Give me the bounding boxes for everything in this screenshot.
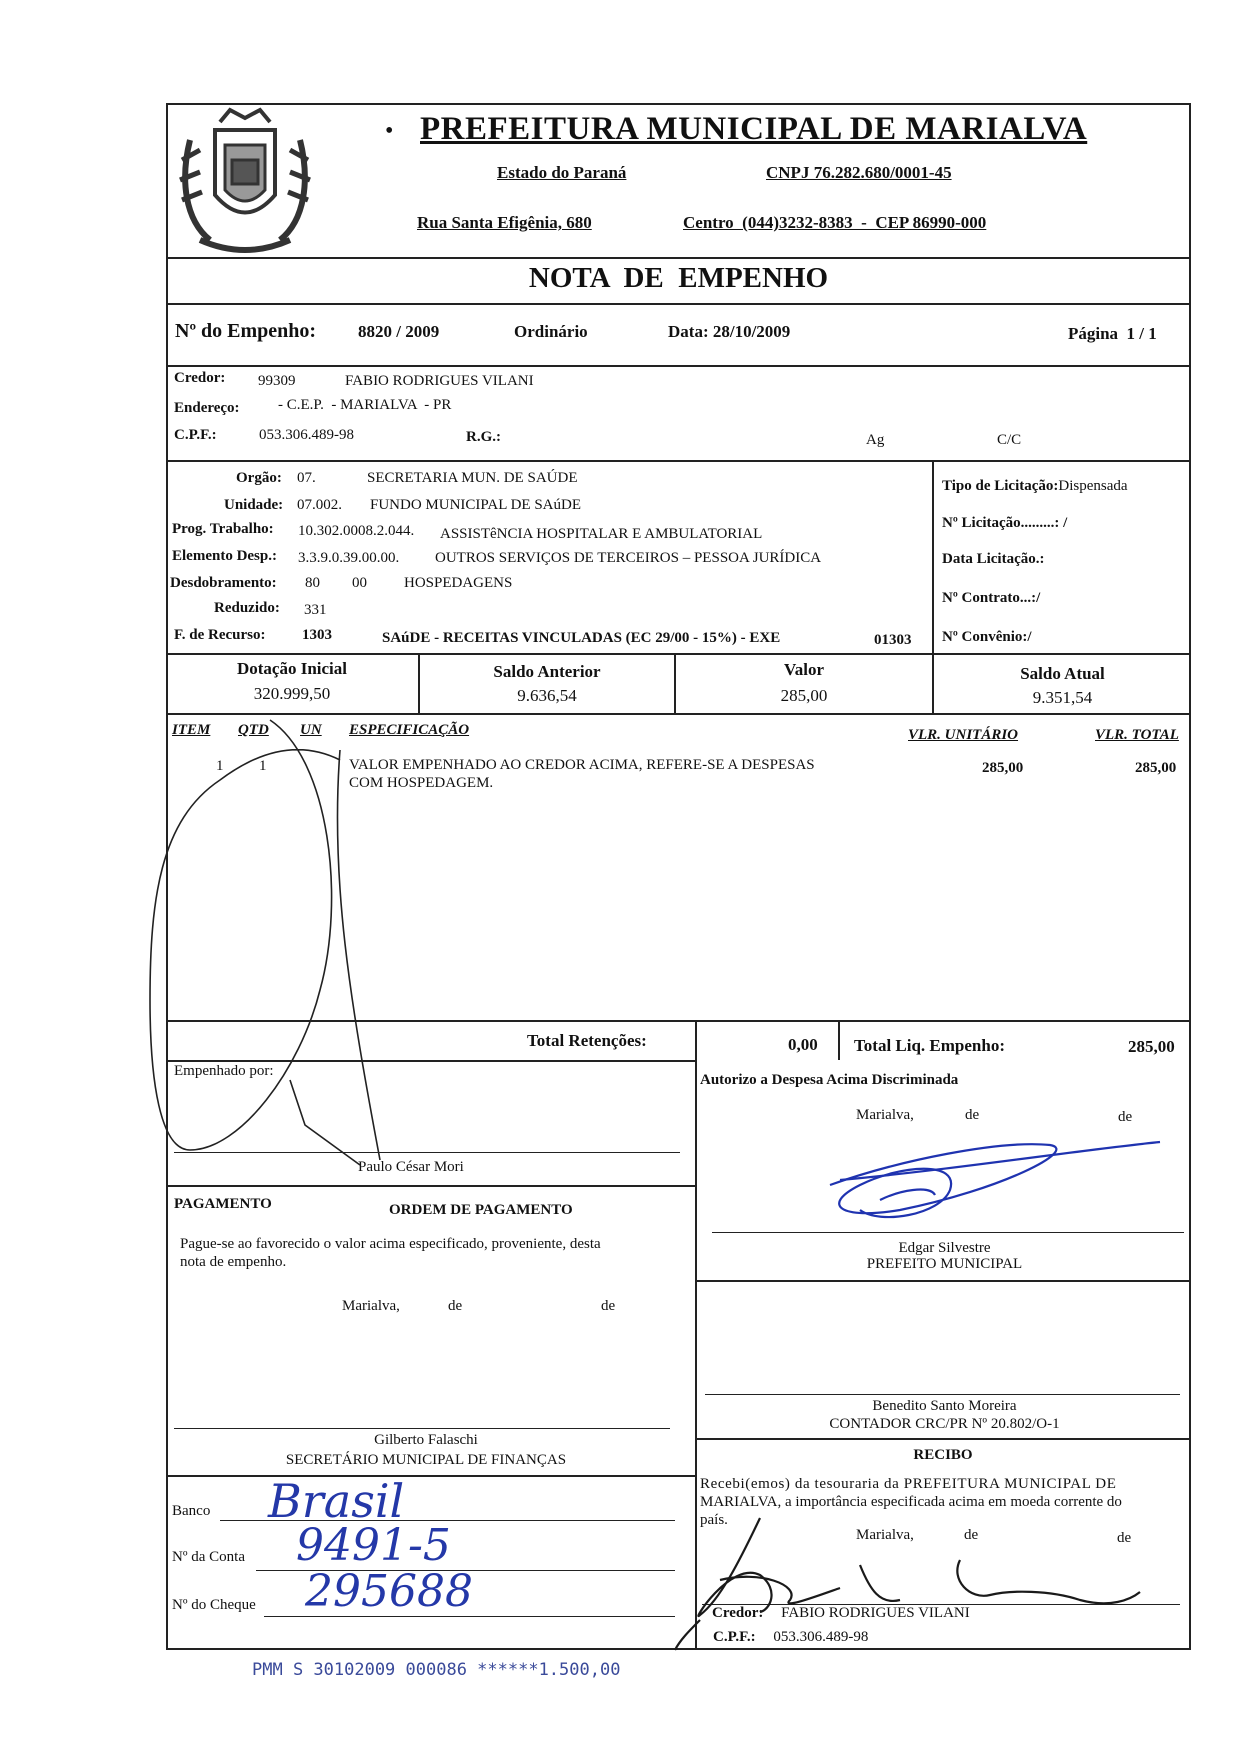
item-total-value: 285,00: [1135, 760, 1177, 776]
empenho-label: Nº do Empenho:: [175, 320, 317, 342]
retencoes-label: Total Retenções:: [527, 1031, 647, 1050]
ag-label: Ag: [866, 432, 885, 448]
retencoes-value: 0,00: [788, 1035, 818, 1054]
conta-label: Nº da Conta: [172, 1549, 245, 1565]
recurso-label: F. de Recurso:: [174, 627, 266, 643]
cpf-value: 053.306.489-98: [259, 427, 354, 443]
empenho-type: Ordinário: [514, 322, 588, 341]
recurso-code2: 01303: [874, 632, 912, 648]
street-address: Rua Santa Efigênia, 680: [417, 213, 592, 232]
item-spec-line1: VALOR EMPENHADO AO CREDOR ACIMA, REFERE-SE A DESPESAS: [349, 757, 815, 773]
desdobramento-a: 80: [305, 575, 320, 591]
pagamento-place: Marialva,: [342, 1298, 400, 1314]
address-value: - C.E.P. - MARIALVA - PR: [278, 397, 452, 413]
empenhado-label: Empenhado por:: [174, 1063, 274, 1079]
licitacao-type-value: Dispensada: [1058, 478, 1128, 494]
elemento-name: OUTROS SERVIÇOS DE TERCEIROS – PESSOA JURÍDICA: [435, 550, 822, 566]
page-number: Página 1 / 1: [1068, 324, 1157, 343]
dotacao-label: Dotação Inicial: [236, 659, 348, 678]
empenho-date: Data: 28/10/2009: [668, 322, 791, 341]
pagamento-label: PAGAMENTO: [174, 1196, 272, 1212]
recibo-text-line1: Recebi(emos) da tesouraria da PREFEITURA MUNICIPAL DE: [700, 1476, 1117, 1492]
cheque-label: Nº do Cheque: [172, 1597, 256, 1613]
orgao-code: 07.: [297, 470, 316, 486]
unidade-name: FUNDO MUNICIPAL DE SAúDE: [370, 497, 581, 513]
autorizo-de2: de: [1118, 1109, 1133, 1125]
orgao-name: SECRETARIA MUN. DE SAÚDE: [367, 470, 578, 486]
prog-name: ASSISTêNCIA HOSPITALAR E AMBULATORIAL: [440, 526, 763, 542]
autorizo-signer: Edgar Silvestre: [898, 1240, 991, 1256]
rg-label: R.G.:: [466, 429, 501, 445]
cheque-value: 295688: [305, 1566, 473, 1617]
dotacao-value: 320.999,50: [253, 684, 331, 703]
recibo-credor-name: FABIO RODRIGUES VILANI: [781, 1605, 970, 1621]
item-qtd: 1: [259, 758, 267, 774]
recibo-text-line3: país.: [700, 1512, 728, 1528]
saldo-atual-label: Saldo Atual: [1020, 664, 1105, 683]
pagamento-role: SECRETÁRIO MUNICIPAL DE FINANÇAS: [285, 1452, 567, 1468]
city-hall-title: PREFEITURA MUNICIPAL DE MARIALVA: [420, 111, 1088, 147]
pagamento-signer: Gilberto Falaschi: [374, 1432, 478, 1448]
autorizo-place: Marialva,: [856, 1107, 914, 1123]
banco-label: Banco: [172, 1503, 211, 1519]
recibo-cpf-label: C.P.F.:: [713, 1629, 756, 1645]
pagamento-de2: de: [601, 1298, 616, 1314]
conta-value: 9491-5: [296, 1520, 451, 1571]
ordem-pagamento: ORDEM DE PAGAMENTO: [389, 1202, 573, 1218]
saldo-anterior-value: 9.636,54: [517, 686, 577, 705]
recibo-place: Marialva,: [856, 1527, 914, 1543]
item-unit-value: 285,00: [982, 760, 1024, 776]
credor-label: Credor:: [174, 370, 226, 386]
liq-empenho-label: Total Liq. Empenho:: [854, 1036, 1005, 1055]
credor-name: FABIO RODRIGUES VILANI: [345, 373, 534, 389]
cnpj: CNPJ 76.282.680/0001-45: [766, 163, 952, 182]
empenho-number: 8820 / 2009: [358, 322, 440, 341]
banco-value: Brasil: [268, 1474, 405, 1528]
col-item-header: ITEM: [172, 722, 211, 738]
col-qtd-header: QTD: [238, 722, 269, 738]
pagamento-text-line2: nota de empenho.: [180, 1254, 287, 1270]
reduzido-label: Reduzido:: [214, 600, 280, 616]
autorizo-label: Autorizo a Despesa Acima Discriminada: [700, 1072, 959, 1088]
recurso-code: 1303: [302, 627, 332, 643]
liq-empenho-value: 285,00: [1128, 1037, 1175, 1056]
prog-label: Prog. Trabalho:: [172, 521, 274, 537]
col-unit-header: VLR. UNITÁRIO: [908, 727, 1019, 743]
reduzido-value: 331: [304, 602, 327, 618]
licitacao-date: Data Licitação.:: [942, 551, 1045, 567]
licitacao-type-label: Tipo de Licitação:: [942, 478, 1059, 494]
header-bullet: •: [385, 118, 394, 144]
cc-label: C/C: [997, 432, 1022, 448]
item-number: 1: [216, 758, 224, 774]
unidade-code: 07.002.: [297, 497, 342, 513]
credor-signature: [675, 1518, 1140, 1650]
prefeito-signature: [830, 1142, 1160, 1217]
recibo-label: RECIBO: [913, 1447, 973, 1463]
credor-code: 99309: [258, 373, 296, 389]
empenhado-signer: Paulo César Mori: [358, 1159, 464, 1175]
doc-title: NOTA DE EMPENHO: [528, 262, 829, 294]
recibo-credor-label: Credor:: [712, 1605, 764, 1621]
desdobramento-name: HOSPEDAGENS: [404, 575, 513, 591]
orgao-label: Orgão:: [236, 470, 282, 486]
item-spec-line2: COM HOSPEDAGEM.: [349, 775, 494, 791]
saldo-atual-value: 9.351,54: [1032, 688, 1093, 707]
contador-signer: Benedito Santo Moreira: [872, 1398, 1017, 1414]
recurso-name: SAúDE - RECEITAS VINCULADAS (EC 29/00 - 15%) - EXE: [382, 630, 781, 646]
elemento-label: Elemento Desp.:: [172, 548, 277, 564]
unidade-label: Unidade:: [224, 497, 284, 513]
col-total-header: VLR. TOTAL: [1095, 727, 1179, 743]
recibo-cpf-value: 053.306.489-98: [773, 1629, 869, 1645]
col-spec-header: ESPECIFICAÇÃO: [349, 722, 470, 738]
prog-code: 10.302.0008.2.044.: [298, 523, 415, 539]
recibo-de2: de: [1117, 1530, 1132, 1546]
col-un-header: UN: [300, 722, 322, 738]
machine-stamp: PMM S 30102009 000086 ******1.500,00: [252, 1660, 621, 1680]
check-mark-scribble: [150, 720, 380, 1165]
autorizo-role: PREFEITO MUNICIPAL: [866, 1256, 1023, 1272]
licitacao-number: Nº Licitação.........: /: [942, 515, 1068, 531]
pagamento-text-line1: Pague-se ao favorecido o valor acima especificado, proveniente, desta: [180, 1236, 601, 1252]
desdobramento-label: Desdobramento:: [170, 575, 277, 591]
state-name: Estado do Paraná: [497, 163, 627, 182]
desdobramento-b: 00: [352, 575, 367, 591]
contact-line: Centro (044)3232-8383 - CEP 86990-000: [683, 213, 987, 232]
recibo-de1: de: [964, 1527, 979, 1543]
saldo-anterior-label: Saldo Anterior: [493, 662, 601, 681]
recibo-text-line2: MARIALVA, a importância especificada acima em moeda corrente do: [700, 1494, 1122, 1510]
elemento-code: 3.3.9.0.39.00.00.: [298, 550, 400, 566]
valor-label: Valor: [784, 660, 824, 679]
convenio-number: Nº Convênio:/: [942, 629, 1032, 645]
contrato-number: Nº Contrato...:/: [942, 590, 1041, 606]
pagamento-de1: de: [448, 1298, 463, 1314]
autorizo-de1: de: [965, 1107, 980, 1123]
address-label: Endereço:: [174, 400, 240, 416]
valor-value: 285,00: [780, 686, 828, 705]
contador-role: CONTADOR CRC/PR Nº 20.802/O-1: [829, 1416, 1060, 1432]
cpf-label: C.P.F.:: [174, 427, 217, 443]
